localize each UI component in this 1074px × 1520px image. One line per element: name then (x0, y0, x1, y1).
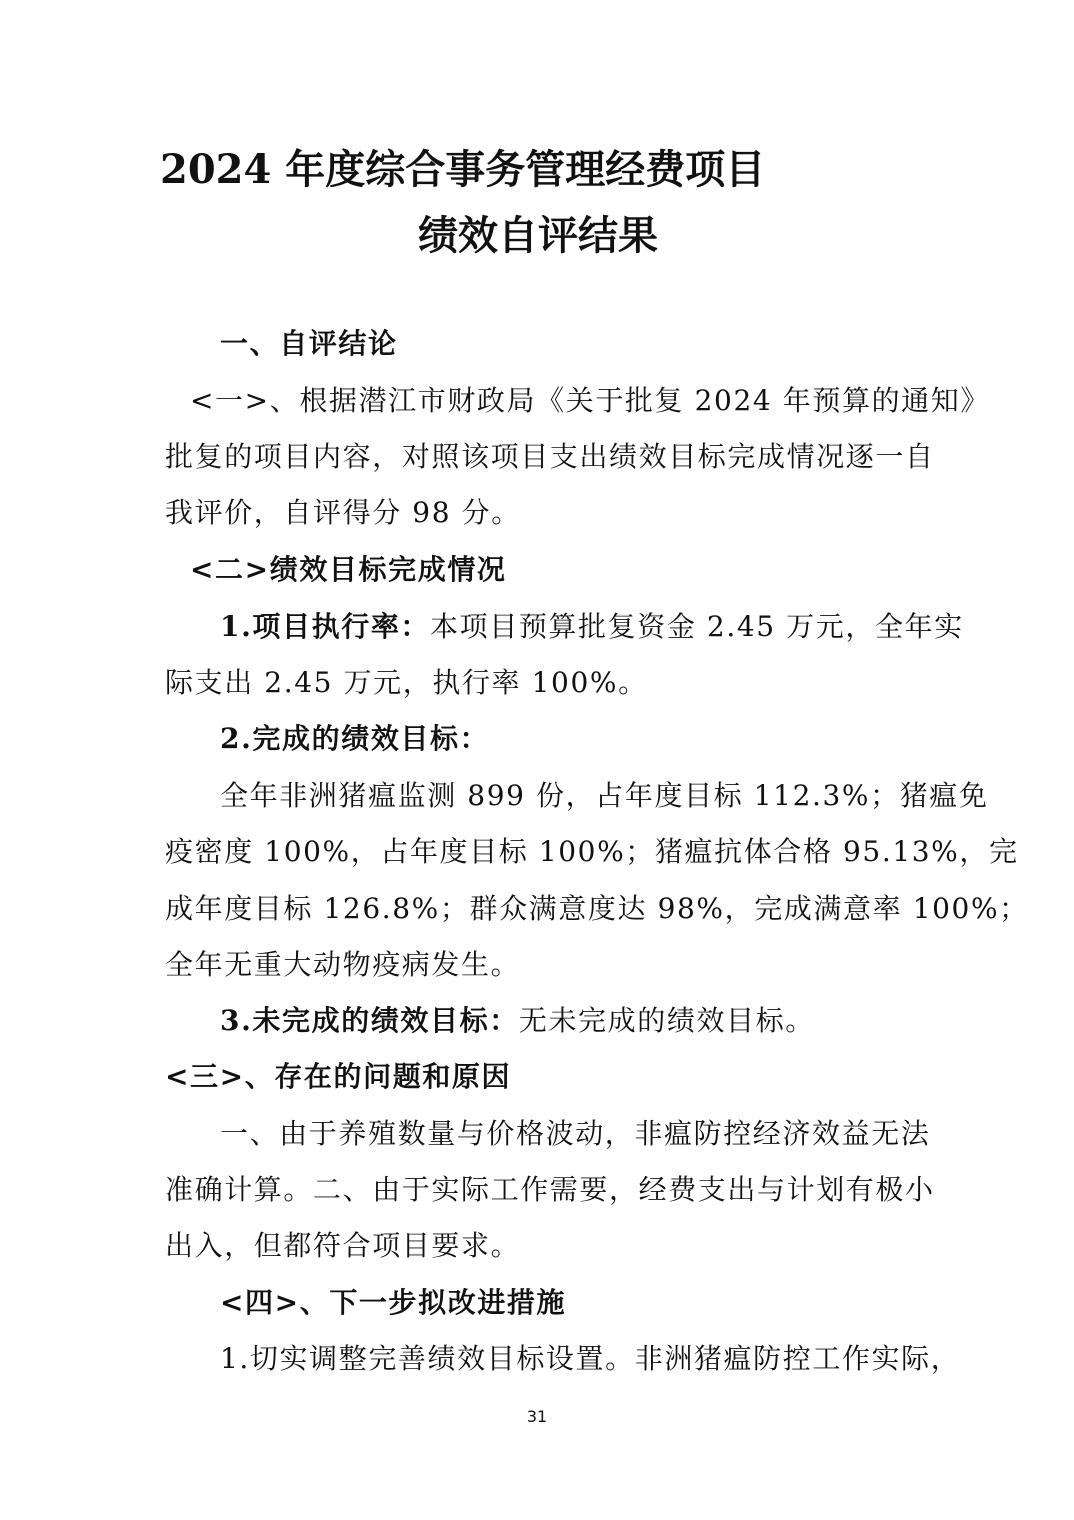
section-1-paragraph-line-2: 批复的项目内容，对照该项目支出绩效目标完成情况逐一自 (165, 440, 935, 473)
item-3-text: 无未完成的绩效目标。 (518, 1004, 815, 1037)
section-1-paragraph-line-3: 我评价，自评得分 98 分。 (165, 496, 521, 529)
item-3-line (220, 1003, 815, 1039)
item-2-line-3: 成年度目标 126.8%；群众满意度达 98%，完成满意率 100%； (165, 892, 1029, 925)
item-3-label: 3.未完成的绩效目标： (220, 1004, 519, 1037)
document-title-line-2: 绩效自评结果 (418, 212, 658, 259)
item-2-line-1: 全年非洲猪瘟监测 899 份，占年度目标 112.3%；猪瘟免 (220, 779, 989, 812)
page-number: 31 (526, 1407, 548, 1426)
item-1-line-1 (220, 609, 964, 645)
section-3-line-3: 出入，但都符合项目要求。 (165, 1229, 521, 1262)
item-2-label: 2.完成的绩效目标： (220, 722, 490, 755)
section-2-heading: <二>绩效目标完成情况 (190, 553, 507, 586)
item-2-line-2: 疫密度 100%，占年度目标 100%；猪瘟抗体合格 95.13%，完 (165, 835, 1019, 868)
section-1-paragraph-line-1: <一>、根据潜江市财政局《关于批复 2024 年预算的通知》 (190, 384, 990, 417)
item-2-line-4: 全年无重大动物疫病发生。 (165, 948, 521, 981)
section-3-heading: <三>、存在的问题和原因 (165, 1060, 512, 1093)
section-3-line-2: 准确计算。二、由于实际工作需要，经费支出与计划有极小 (165, 1173, 935, 1206)
item-1-text: 本项目预算批复资金 2.45 万元，全年实 (430, 610, 964, 643)
item-1-label: 1.项目执行率： (220, 610, 431, 643)
section-4-line-1: 1.切实调整完善绩效目标设置。非洲猪瘟防控工作实际， (220, 1342, 961, 1375)
section-1-heading: 一、自评结论 (220, 327, 398, 360)
section-4-heading: <四>、下一步拟改进措施 (220, 1286, 567, 1319)
item-1-line-2: 际支出 2.45 万元，执行率 100%。 (165, 666, 648, 699)
section-3-line-1: 一、由于养殖数量与价格波动，非瘟防控经济效益无法 (220, 1117, 931, 1150)
document-title-line-1: 2024 年度综合事务管理经费项目 (160, 146, 766, 193)
